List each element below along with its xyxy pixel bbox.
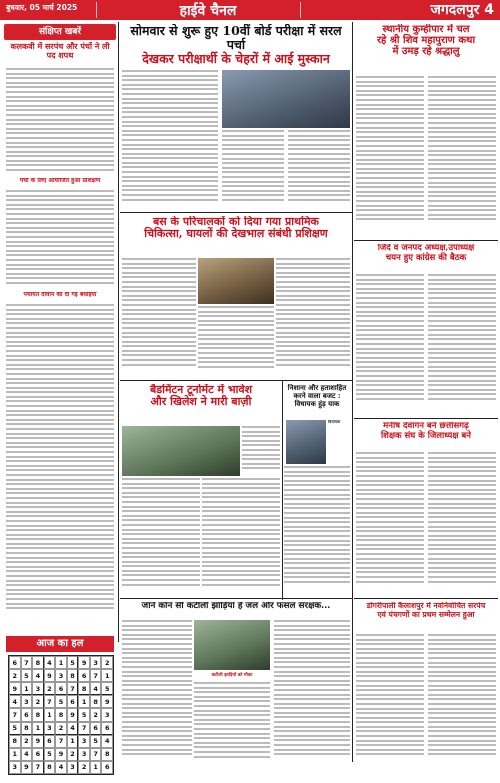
- story3-side-body: [242, 426, 280, 476]
- story9-subhead: कटीली झाड़ियों को मौका: [211, 673, 253, 678]
- lead-body-col-2: [222, 130, 284, 210]
- sudoku-cell: 6: [32, 748, 44, 761]
- sudoku-cell: 3: [101, 708, 113, 721]
- story10-body-col-1: [356, 634, 424, 770]
- sudoku-cell: 7: [90, 748, 102, 761]
- story4-caption: [328, 420, 350, 464]
- sudoku-cell: 8: [21, 722, 33, 735]
- story9-body-col-2: [194, 682, 270, 770]
- sudoku-cell: 6: [101, 761, 113, 774]
- sudoku-cell: 8: [32, 656, 44, 669]
- sudoku-cell: 7: [32, 761, 44, 774]
- sudoku-cell: 4: [9, 695, 21, 708]
- story7-headline-line-1: जिंदे व जनपद अध्यक्ष,उपाध्यक्ष: [377, 244, 475, 253]
- story7-headline: [356, 244, 496, 272]
- sudoku-cell: 2: [9, 669, 21, 682]
- sudoku-cell: 4: [90, 682, 102, 695]
- sudoku-cell: 7: [44, 695, 56, 708]
- sudoku-cell: 3: [78, 748, 90, 761]
- sidebar-body-2: [6, 190, 114, 290]
- sudoku-cell: 6: [9, 656, 21, 669]
- story3-headline-line-1: बैडमिंटन टूर्नामेंट में भावेश: [149, 384, 253, 396]
- sudoku-cell: 6: [55, 682, 67, 695]
- sudoku-cell: 6: [21, 708, 33, 721]
- story3-headline-line-2: और खिलेश ने मारी बाज़ी: [150, 395, 252, 409]
- puzzle-box-title: [6, 636, 114, 652]
- sudoku-cell: 5: [90, 735, 102, 748]
- sudoku-cell: 7: [78, 722, 90, 735]
- puzzle-title: आज का हल: [6, 636, 114, 652]
- masthead-divider: [96, 2, 97, 18]
- sudoku-cell: 7: [55, 735, 67, 748]
- story8-headline-line-1: मनीष देवांगन बने छत्तीसगढ़: [383, 422, 469, 431]
- story8-headline: [356, 422, 496, 450]
- sudoku-cell: 2: [67, 748, 79, 761]
- sudoku-cell: 2: [21, 735, 33, 748]
- sudoku-cell: 4: [55, 761, 67, 774]
- sudoku-cell: 5: [44, 748, 56, 761]
- lead-headline: [122, 24, 350, 68]
- sudoku-cell: 5: [21, 669, 33, 682]
- sudoku-cell: 9: [21, 761, 33, 774]
- sudoku-cell: 6: [67, 695, 79, 708]
- sudoku-cell: 1: [90, 761, 102, 774]
- lead-headline-line-1: सोमवार से शुरू हुए 10वीं बोर्ड परीक्षा में सरल पर्चा: [130, 24, 342, 52]
- story3-photo: [122, 426, 240, 476]
- sudoku-cell: 4: [44, 656, 56, 669]
- sudoku-cell: 6: [44, 735, 56, 748]
- sudoku-cell: 9: [44, 669, 56, 682]
- sudoku-cell: 5: [101, 682, 113, 695]
- sudoku-cell: 9: [67, 708, 79, 721]
- sudoku-cell: 8: [67, 669, 79, 682]
- sudoku-cell: 8: [101, 748, 113, 761]
- story2-body-col-1: [122, 258, 196, 378]
- story9-body-col-1: [122, 620, 192, 770]
- sudoku-cell: 5: [55, 695, 67, 708]
- sudoku-cell: 1: [55, 656, 67, 669]
- story8-body-col-1: [356, 452, 424, 598]
- sudoku-cell: 7: [67, 682, 79, 695]
- sudoku-cell: 1: [9, 748, 21, 761]
- sudoku-cell: 3: [55, 669, 67, 682]
- lead-body-col-1: [122, 70, 218, 210]
- sudoku-cell: 1: [67, 735, 79, 748]
- sudoku-cell: 8: [55, 708, 67, 721]
- sudoku-cell: 3: [21, 695, 33, 708]
- story7-body-col-1: [356, 274, 424, 414]
- lead-headline-line-2: देखकर परीक्षार्थी के चेहरों में आई मुस्कान: [142, 51, 330, 66]
- story10-headline-line-1: डोंगरीपाली कैलाशपुर में नवनिर्वाचित सरपंच: [366, 602, 486, 610]
- sudoku-cell: 6: [101, 722, 113, 735]
- sudoku-cell: 6: [78, 669, 90, 682]
- story2-headline-line-2: चिकित्सा, घायलों की देखभाल संबंधी प्रशिक्षण: [144, 227, 328, 241]
- masthead-divider: [300, 2, 301, 18]
- story3-headline: [122, 384, 280, 424]
- story8-headline-line-2: शिक्षक संघ के जिलाध्यक्ष बने: [380, 430, 471, 441]
- sudoku-cell: 5: [67, 656, 79, 669]
- story6-headline-line-3: में उमड़ रहे श्रद्धालु: [392, 46, 460, 58]
- sudoku-cell: 2: [90, 708, 102, 721]
- brief-news-box-title: [4, 24, 116, 40]
- sudoku-cell: 7: [90, 669, 102, 682]
- story2-body-col-2: [198, 306, 274, 378]
- story4-photo-caption: विधायक: [328, 420, 341, 424]
- sudoku-grid: [8, 655, 114, 775]
- story4-headline: निशाना और हताशाहित करने वाला बजट : विधायक हुंड़ याक: [287, 384, 347, 408]
- sudoku-cell: 4: [67, 722, 79, 735]
- issue-date: बुधवार, 05 मार्च 2025: [6, 3, 78, 12]
- sudoku-cell: 5: [9, 722, 21, 735]
- sudoku-cell: 3: [78, 735, 90, 748]
- story6-body-col-2: [428, 76, 496, 236]
- story2-headline: [122, 216, 350, 256]
- sudoku-cell: 1: [44, 708, 56, 721]
- section-title: हाईवे चैनल: [179, 3, 237, 19]
- story2-photo: [198, 258, 274, 304]
- edition-city: [431, 0, 495, 19]
- story9-headline: जानें कौन सी कटीली झाड़ियां हैं जल और फसल संरक्षक...: [141, 602, 331, 611]
- sudoku-cell: 9: [78, 656, 90, 669]
- story6-headline: [356, 24, 496, 72]
- sudoku-cell: 3: [90, 656, 102, 669]
- story9-photo: [194, 620, 270, 670]
- story10-headline: [356, 602, 496, 632]
- story9-body-col-3: [274, 620, 350, 770]
- sudoku-cell: 9: [9, 682, 21, 695]
- story3-body-col-2: [202, 478, 280, 596]
- sudoku-cell: 8: [78, 682, 90, 695]
- sudoku-cell: 9: [55, 748, 67, 761]
- page-number: 4: [484, 2, 494, 18]
- lead-photo: [222, 70, 350, 128]
- story7-headline-line-2: चयन हुए कांग्रेस की बैठक: [385, 252, 467, 263]
- sudoku-cell: 3: [67, 761, 79, 774]
- story4-photo: [286, 420, 326, 464]
- sudoku-cell: 8: [90, 695, 102, 708]
- story6-body-col-1: [356, 76, 424, 236]
- sudoku-cell: 8: [44, 761, 56, 774]
- story2-body-col-3: [276, 258, 350, 378]
- sudoku-cell: 4: [101, 735, 113, 748]
- sidebar-headline-2: पंचों के लिए आयोजित हुआ प्रशिक्षण: [19, 178, 101, 184]
- sudoku-cell: 2: [44, 682, 56, 695]
- sudoku-cell: 7: [9, 708, 21, 721]
- sudoku-cell: 5: [78, 708, 90, 721]
- sudoku-cell: 4: [21, 748, 33, 761]
- story8-body-col-2: [428, 452, 496, 598]
- sudoku-cell: 1: [32, 722, 44, 735]
- edition-city-label: जगदलपुर: [430, 2, 480, 18]
- sudoku-cell: 4: [32, 669, 44, 682]
- story7-body-col-2: [428, 274, 496, 414]
- masthead: [0, 0, 500, 20]
- sudoku-cell: 2: [55, 722, 67, 735]
- sudoku-cell: 2: [32, 695, 44, 708]
- sudoku-cell: 9: [101, 695, 113, 708]
- story2-headline-line-1: बस के परिचालकों को दिया गया प्राथमिक: [153, 216, 319, 228]
- sudoku-cell: 9: [32, 735, 44, 748]
- sudoku-cell: 8: [32, 708, 44, 721]
- story4-body: [284, 466, 350, 596]
- sudoku-cell: 3: [44, 722, 56, 735]
- lead-body-col-3: [288, 130, 350, 210]
- sidebar-body-1: [6, 68, 114, 176]
- sudoku-cell: 2: [101, 656, 113, 669]
- sudoku-cell: 6: [90, 722, 102, 735]
- sudoku-cell: 1: [78, 695, 90, 708]
- story10-body-col-2: [428, 634, 496, 770]
- sudoku-cell: 7: [21, 656, 33, 669]
- sidebar-headline-1: कलकवी में सरपंच और पंचों ने ली पद शपथ: [10, 42, 110, 60]
- sudoku-cell: 3: [32, 682, 44, 695]
- story3-body-col-1: [122, 478, 200, 596]
- story10-headline-line-2: एवं पंचगणों का प्रथम सम्मेलन हुआ: [377, 609, 475, 619]
- sidebar-body-3: [6, 304, 114, 634]
- sidebar-headline-3: पंचायत दीवान को दी गई बधाईयां: [23, 292, 97, 298]
- sudoku-cell: 3: [9, 761, 21, 774]
- sudoku-cell: 1: [21, 682, 33, 695]
- brief-news-title: संक्षिप्त खबरें: [4, 24, 116, 40]
- story6-headline-line-1: स्थानीय कुम्हीपार में चल: [382, 24, 470, 35]
- story6-headline-line-2: रहे श्री शिव महापुराण कथा: [376, 35, 476, 47]
- sudoku-cell: 8: [9, 735, 21, 748]
- sudoku-cell: 1: [101, 669, 113, 682]
- sudoku-cell: 2: [78, 761, 90, 774]
